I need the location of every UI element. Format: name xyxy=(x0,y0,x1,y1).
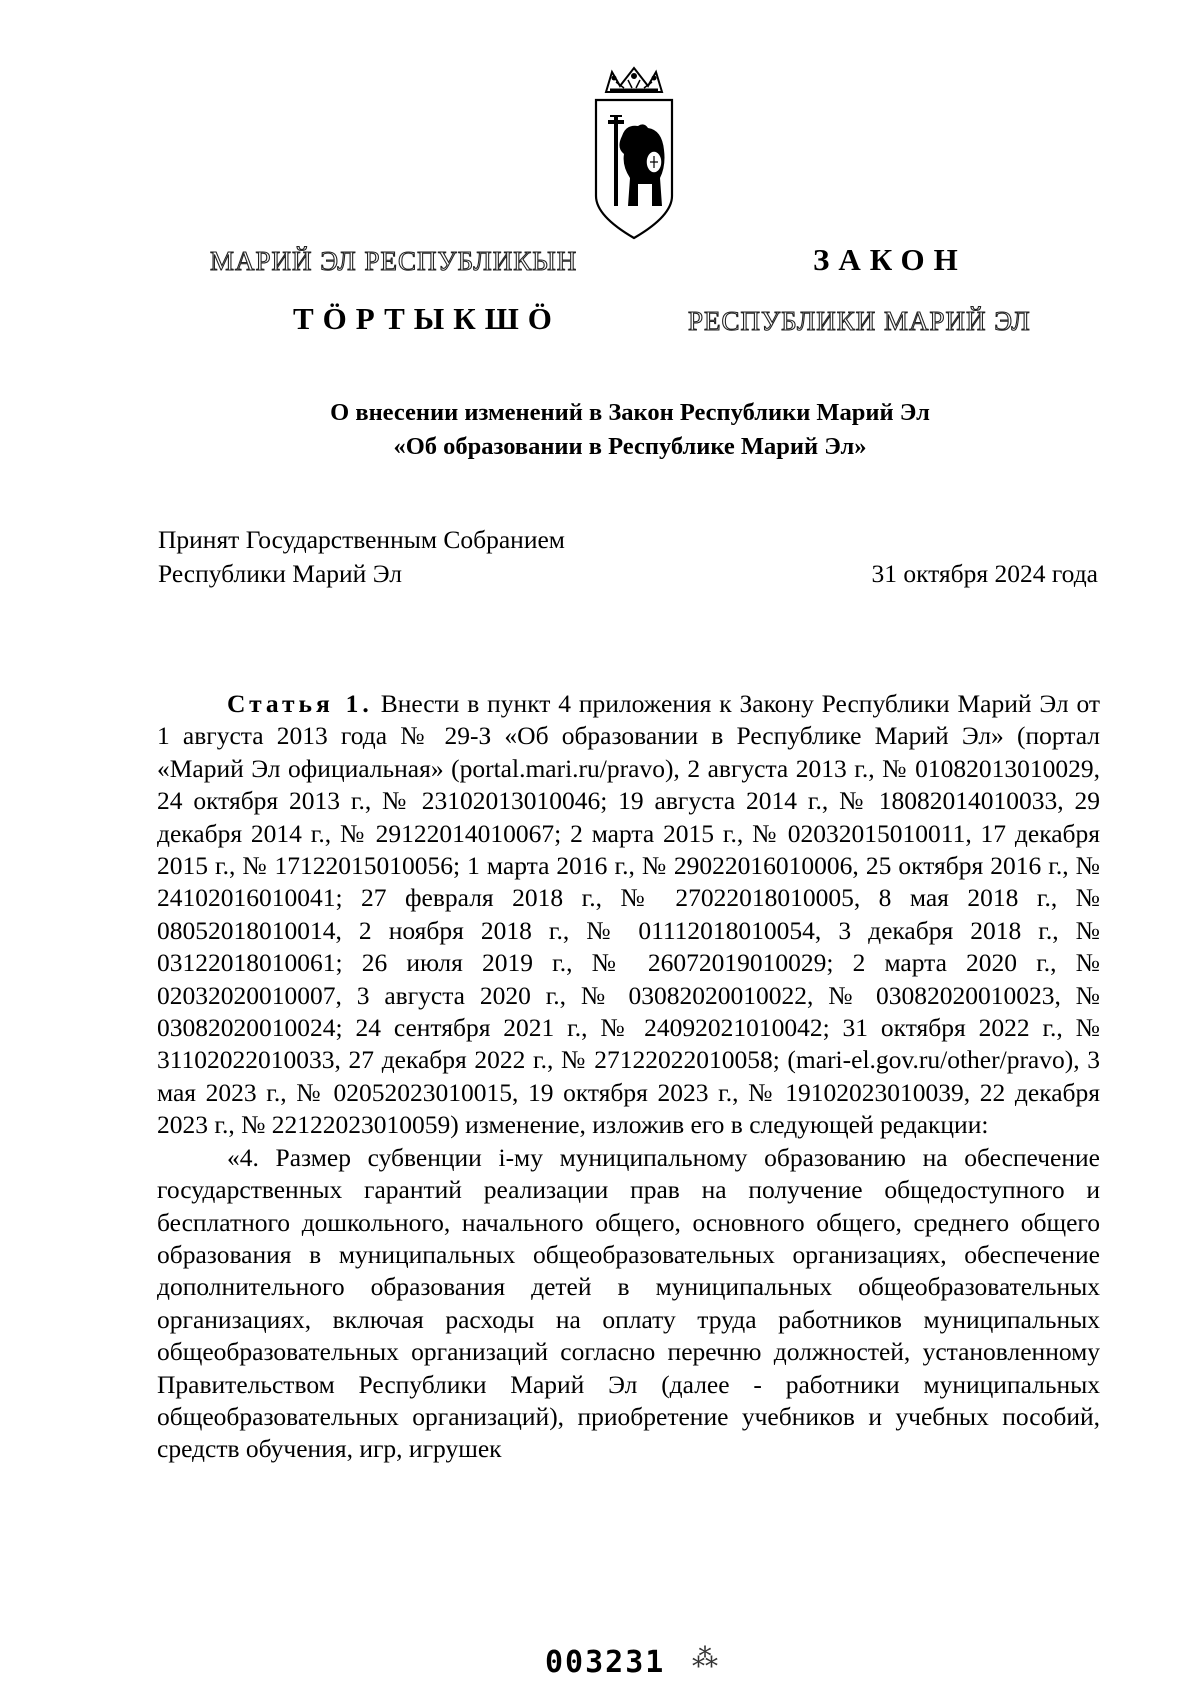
law-title xyxy=(160,396,1100,464)
header-republic-mari-el: РЕСПУБЛИКИ МАРИЙ ЭЛ xyxy=(688,306,1031,336)
coat-of-arms-emblem xyxy=(592,66,676,242)
article-1-paragraph xyxy=(157,688,1100,1142)
header-zakon: ЗАКОН xyxy=(813,242,967,277)
article-text: Внести в пункт 4 приложения к Закону Республики Марий Эл от 1 августа 2013 года № 29-З «Об образовании в Республике Марий Эл» (портал «Марий Эл официальная» (portal.mari.ru/pravo), 2 августа 2013 г., № 01082013010029, 24 октября 2013 г., № 23102013010046; 19 августа 2014 г., № 18082014010033, 29 декабря 2014 г., № 29122014010067; 2 марта 2015 г., № 02032015010011, 17 декабря 2015 г., № 17122015010056; 1 марта 2016 г., № 29022016010006, 25 октября 2016 г., № 24102016010041; 27 февраля 2018 г., № 27022018010005, 8 мая 2018 г., № 08052018010014, 2 ноября 2018 г., № 01112018010054, 3 декабря 2018 г., № 03122018010061; 26 июля 2019 г., № 26072019010029; 2 марта 2020 г., № 02032020010007, 3 августа 2020 г., № 03082020010022, № 03082020010023, № 03082020010024; 24 сентября 2021 г., № 24092021010042; 31 октября 2022 г., № 31102022010033, 27 декабря 2022 г., № 27122022010058; (mari-el.gov.ru/other/pravo), 3 мая 2023 г., № 02052023010015, 19 октября 2023 г., № 19102023010039, 22 декабря 2023 г., № 22122023010059) изменение, изложив его в следующей редакции: xyxy=(157,689,1101,1140)
serial-mark-icon: ⁂ xyxy=(692,1644,718,1673)
header-mari-republic: МАРИЙ ЭЛ РЕСПУБЛИКЫН xyxy=(210,246,578,276)
serial-number: 003231 xyxy=(545,1645,666,1680)
quoted-paragraph: «4. Размер субвенции i-му муниципальному образованию на обеспечение государственных гарантий реализации прав на получение общедоступного и бесплатного дошкольного, начального общего, основного общего, среднего общего образования в муниципальных общеобразовательных организациях, обеспечение дополнительного образования детей в муниципальных общеобразовательных организациях, включая расходы на оплату труда работников муниципальных общеобразовательных организаций согласно перечню должностей, установленному Правительством Республики Марий Эл (далее - работники муниципальных общеобразовательных организаций), приобретение учебников и учебных пособий, средств обучения, игр, игрушек xyxy=(157,1142,1100,1464)
adoption-date: 31 октября 2024 года xyxy=(871,559,1098,588)
law-title-line1: О внесении изменений в Закон Республики Марий Эл xyxy=(330,399,930,426)
header-mari-law: ТӦРТЫКШӦ xyxy=(293,301,561,336)
adoption-block xyxy=(158,523,1098,591)
article-body xyxy=(157,688,1100,1466)
adoption-line2: Республики Марий Эл xyxy=(158,559,402,588)
adoption-line1: Принят Государственным Собранием xyxy=(158,525,565,554)
law-title-line2: «Об образовании в Республике Марий Эл» xyxy=(393,433,867,460)
article-label: Статья 1. xyxy=(227,689,373,718)
